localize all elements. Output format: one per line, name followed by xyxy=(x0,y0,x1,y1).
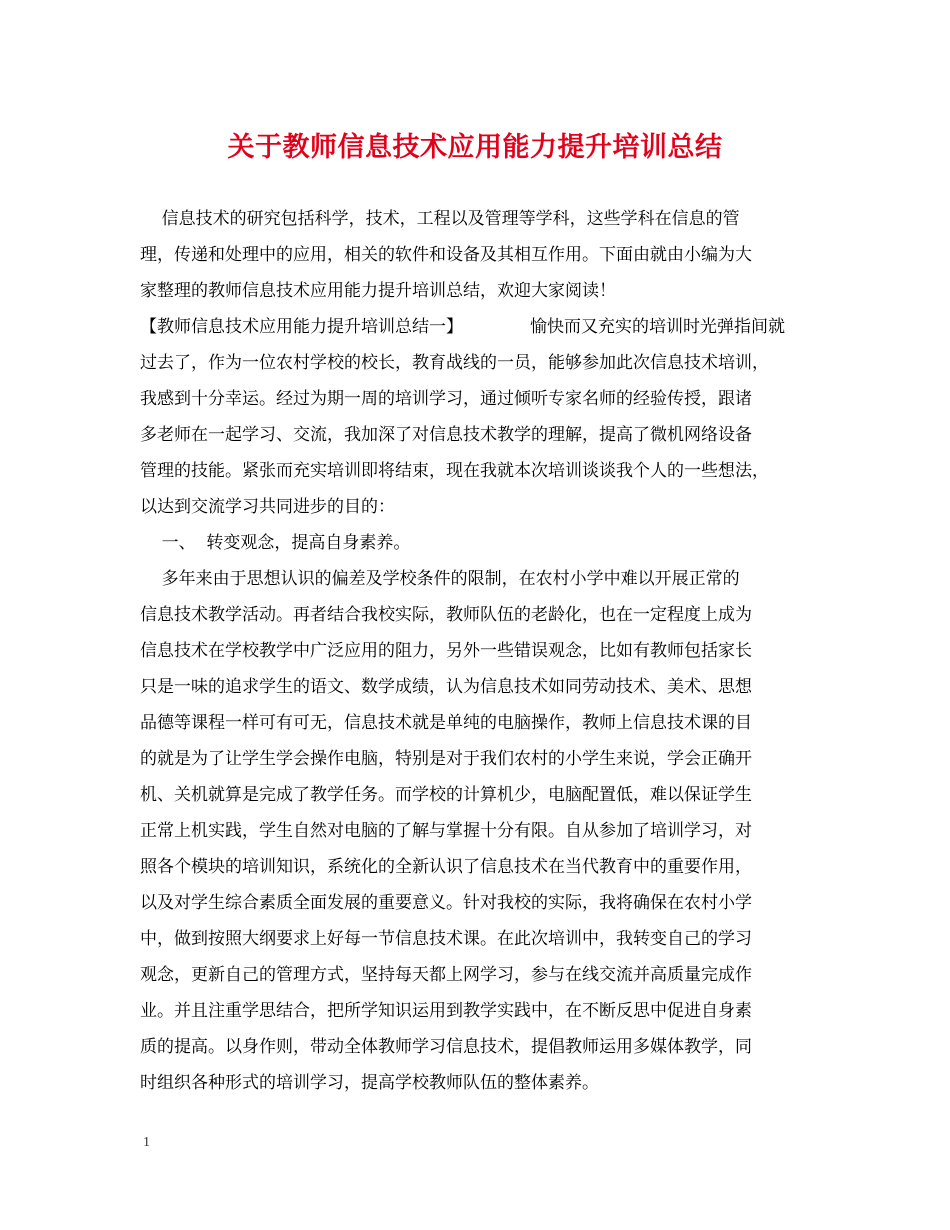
body-line: 品德等课程一样可有可无，信息技术就是单纯的电脑操作，教师上信息技术课的目 xyxy=(140,713,752,733)
body-line: 信息技术教学活动。再者结合我校实际，教师队伍的老龄化，也在一定程度上成为 xyxy=(140,605,752,625)
section-line: 管理的技能。紧张而充实培训即将结束，现在我就本次培训谈谈我个人的一些想法， xyxy=(140,461,769,481)
section-line: 过去了，作为一位农村学校的校长，教育战线的一员，能够参加此次信息技术培训， xyxy=(140,353,769,373)
section-line: 多老师在一起学习、交流，我加深了对信息技术教学的理解，提高了微机网络设备 xyxy=(140,425,752,445)
document-title: 关于教师信息技术应用能力提升培训总结 xyxy=(227,132,723,163)
body-line: 以及对学生综合素质全面发展的重要意义。针对我校的实际，我将确保在农村小学 xyxy=(140,893,752,913)
body-line: 中，做到按照大纲要求上好每一节信息技术课。在此次培训中，我转变自己的学习 xyxy=(140,929,752,949)
heading-one: 一、 转变观念，提高自身素养。 xyxy=(140,533,411,553)
section-line: 我感到十分幸运。经过为期一周的培训学习，通过倾听专家名师的经验传授，跟诸 xyxy=(140,389,752,409)
body-line: 质的提高。以身作则，带动全体教师学习信息技术，提倡教师运用多媒体教学，同 xyxy=(140,1037,752,1057)
body-line: 时组织各种形式的培训学习，提高学校教师队伍的整体素养。 xyxy=(140,1073,599,1093)
section-line: 以达到交流学习共同进步的目的： xyxy=(140,497,395,517)
section-header: 【教师信息技术应用能力提升培训总结一】 xyxy=(140,317,463,337)
body-line: 业。并且注重学思结合，把所学知识运用到教学实践中，在不断反思中促进自身素 xyxy=(140,1001,752,1021)
body-line: 照各个模块的培训知识，系统化的全新认识了信息技术在当代教育中的重要作用， xyxy=(140,857,752,877)
body-line: 正常上机实践，学生自然对电脑的了解与掌握十分有限。自从参加了培训学习，对 xyxy=(140,821,752,841)
section-header-tail: 愉快而又充实的培训时光弹指间就 xyxy=(530,317,785,337)
body-line: 只是一味的追求学生的语文、数学成绩，认为信息技术如同劳动技术、美术、思想 xyxy=(140,677,752,697)
body-line: 观念，更新自己的管理方式，坚持每天都上网学习，参与在线交流并高质量完成作 xyxy=(140,965,752,985)
page-number: 1 xyxy=(143,1135,150,1150)
body-line: 多年来由于思想认识的偏差及学校条件的限制，在农村小学中难以开展正常的 xyxy=(140,569,740,589)
intro-line: 信息技术的研究包括科学，技术，工程以及管理等学科，这些学科在信息的管 xyxy=(140,209,740,229)
body-line: 信息技术在学校教学中广泛应用的阻力，另外一些错误观念，比如有教师包括家长 xyxy=(140,641,752,661)
intro-line: 理，传递和处理中的应用，相关的软件和设备及其相互作用。下面由就由小编为大 xyxy=(140,245,752,265)
body-line: 机、关机就算是完成了教学任务。而学校的计算机少，电脑配置低，难以保证学生 xyxy=(140,785,752,805)
body-line: 的就是为了让学生学会操作电脑，特别是对于我们农村的小学生来说，学会正确开 xyxy=(140,749,752,769)
intro-line: 家整理的教师信息技术应用能力提升培训总结，欢迎大家阅读！ xyxy=(140,281,616,301)
